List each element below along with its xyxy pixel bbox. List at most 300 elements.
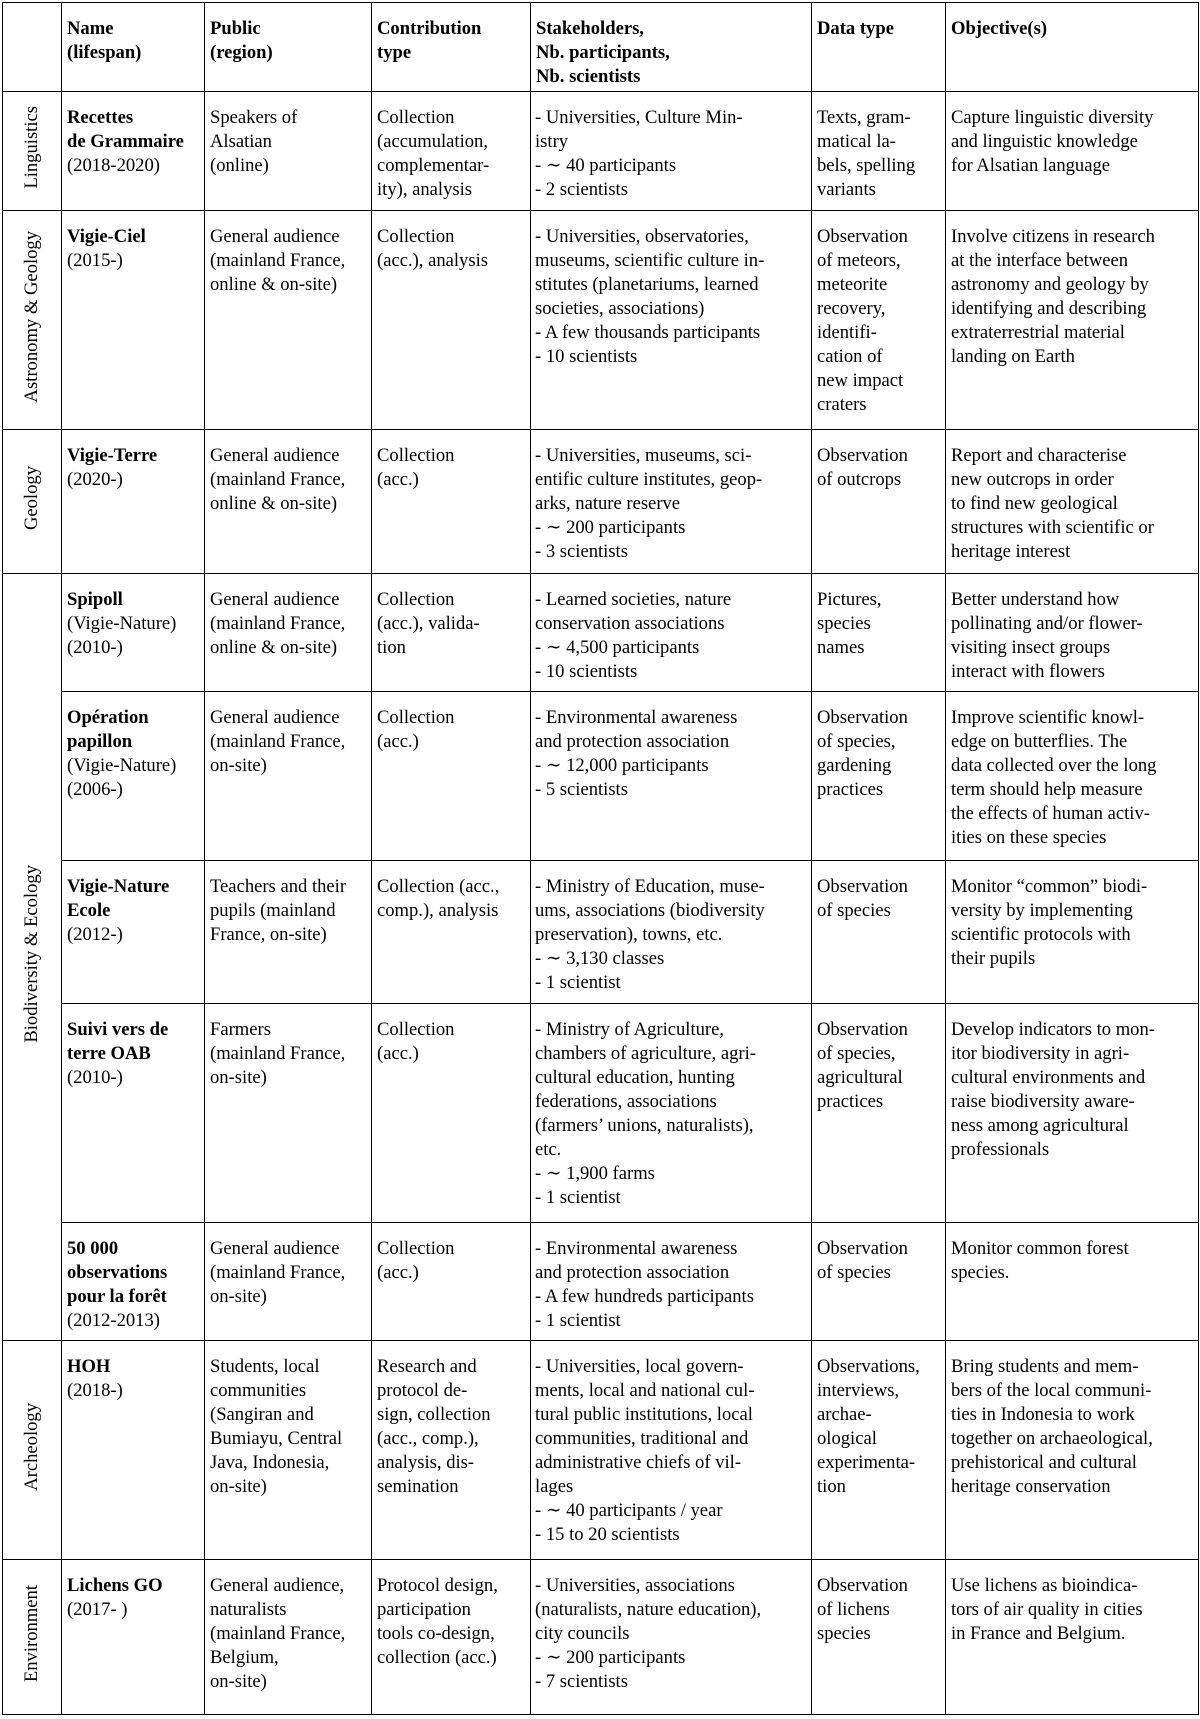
cell-line: - ∼ 40 participants / year xyxy=(535,1500,723,1522)
cell-line: heritage conservation xyxy=(951,1476,1111,1498)
cell-line: identifi- xyxy=(817,322,877,344)
project-name-cell xyxy=(62,860,205,1003)
lifespan: (2018-2020) xyxy=(67,155,160,176)
cell-line: (acc., comp.), xyxy=(377,1428,479,1450)
cell-line: - ∼ 200 participants xyxy=(535,517,686,539)
stakeholders-cell xyxy=(531,1222,812,1340)
table-row xyxy=(3,1003,1199,1222)
contribution-cell xyxy=(372,430,531,573)
cell-line: (acc.) xyxy=(377,1261,419,1283)
cell-line: variants xyxy=(817,179,876,200)
cell-line: (region) xyxy=(210,42,273,63)
cell-line: - Universities, Culture Min- xyxy=(535,107,743,128)
cell-line: - Ministry of Education, muse- xyxy=(535,875,765,897)
cell-line: bers of the local communi- xyxy=(951,1380,1152,1402)
lifespan: (Vigie-Nature) (2010-) xyxy=(67,612,177,658)
cell-line: of species xyxy=(817,1261,891,1283)
objective-cell xyxy=(946,573,1199,691)
cell-line: of species, xyxy=(817,730,896,752)
data-type-cell xyxy=(812,430,946,573)
data-type-cell xyxy=(812,1222,946,1340)
cell-line: astronomy and geology by xyxy=(951,274,1149,296)
project-name-cell xyxy=(62,691,205,860)
project-name-cell xyxy=(62,1341,205,1560)
cell-line: pour la forêt xyxy=(67,1285,167,1307)
domain-label: Biodiversity & Ecology xyxy=(21,864,42,1043)
contribution-cell xyxy=(372,211,531,430)
cell-line: Suivi vers de xyxy=(67,1018,169,1040)
cell-line: on-site) xyxy=(210,754,267,776)
cell-line: conservation associations xyxy=(535,612,725,634)
cell-line: and protection association xyxy=(535,730,730,752)
cell-line: Use lichens as bioindica- xyxy=(951,1574,1138,1596)
cell-line: museums, scientific culture in- xyxy=(535,250,765,272)
stakeholders-cell xyxy=(531,1341,812,1560)
public-cell xyxy=(205,860,372,1003)
cell-line: - Environmental awareness xyxy=(535,706,738,728)
contribution-cell xyxy=(372,1559,531,1714)
public-cell xyxy=(205,430,372,573)
contribution-cell xyxy=(372,691,531,860)
cell-line: to find new geological xyxy=(951,493,1118,515)
cell-line: (mainland France, xyxy=(210,250,346,272)
cell-line: (mainland France, xyxy=(210,1042,346,1064)
objective-cell xyxy=(946,1341,1199,1560)
cell-line: of lichens xyxy=(817,1598,890,1620)
public-cell xyxy=(205,573,372,691)
table-row xyxy=(3,211,1199,430)
header-public xyxy=(205,3,372,92)
cell-line: tion xyxy=(817,1476,846,1498)
cell-line: Observation xyxy=(817,445,908,467)
domain-label: Environment xyxy=(21,1584,42,1682)
cell-line: Observation xyxy=(817,706,908,728)
domain-cell xyxy=(3,430,62,573)
cell-line: professionals xyxy=(951,1138,1050,1160)
project-name-cell xyxy=(62,573,205,691)
lifespan: (2010-) xyxy=(67,1066,123,1088)
cell-line: communities xyxy=(210,1380,307,1402)
cell-line: (acc.), valida- xyxy=(377,612,480,634)
cell-line: on-site) xyxy=(210,1285,267,1307)
cell-line: the effects of human activ- xyxy=(951,802,1150,824)
cell-line: itor biodiversity in agri- xyxy=(951,1042,1130,1064)
cell-line: Observations, xyxy=(817,1356,920,1378)
cell-line: heritage interest xyxy=(951,541,1071,563)
cell-line: gardening xyxy=(817,754,892,776)
cell-line: General audience xyxy=(210,588,340,610)
cell-line: chambers of agriculture, agri- xyxy=(535,1042,756,1064)
public-cell xyxy=(205,1341,372,1560)
cell-line: - A few thousands participants xyxy=(535,322,761,344)
objective-cell xyxy=(946,92,1199,211)
cell-line: Report and characterise xyxy=(951,445,1127,467)
cell-line: Protocol design, xyxy=(377,1574,498,1596)
stakeholders-cell xyxy=(531,691,812,860)
cell-line: Collection xyxy=(377,706,455,728)
cell-line: of species xyxy=(817,899,891,921)
cell-line: on-site) xyxy=(210,1670,267,1692)
cell-line: Vigie-Ciel xyxy=(67,226,146,248)
cell-line: - ∼ 1,900 farms xyxy=(535,1162,655,1184)
cell-line: complementar- xyxy=(377,155,490,176)
cell-line: ity), analysis xyxy=(377,179,473,200)
data-type-cell xyxy=(812,92,946,211)
cell-line: - Universities, museums, sci- xyxy=(535,445,752,467)
objective-cell xyxy=(946,691,1199,860)
cell-line: Capture linguistic diversity xyxy=(951,107,1154,128)
cell-line: Opération xyxy=(67,706,149,728)
cell-line: entific culture institutes, geop- xyxy=(535,469,763,491)
cell-line: pupils (mainland xyxy=(210,899,336,921)
cell-line: Farmers xyxy=(210,1018,271,1040)
stakeholders-cell xyxy=(531,1559,812,1714)
cell-line: sign, collection xyxy=(377,1404,491,1426)
cell-line: - 15 to 20 scientists xyxy=(535,1524,680,1546)
cell-line: term should help measure xyxy=(951,778,1143,800)
cell-line: (online) xyxy=(210,155,269,176)
cell-line: de Grammaire xyxy=(67,131,184,152)
cell-line: cultural environments and xyxy=(951,1066,1146,1088)
cell-line: ness among agricultural xyxy=(951,1114,1129,1136)
domain-label: Linguistics xyxy=(21,106,42,189)
domain-cell xyxy=(3,573,62,1340)
cell-line: new outcrops in order xyxy=(951,469,1114,491)
header-contribution xyxy=(372,3,531,92)
cell-line: of species, xyxy=(817,1042,896,1064)
cell-line: General audience xyxy=(210,445,340,467)
project-name-cell xyxy=(62,1222,205,1340)
cell-line: stitutes (planetariums, learned xyxy=(535,274,759,296)
contribution-cell xyxy=(372,1341,531,1560)
cell-line: at the interface between xyxy=(951,250,1129,272)
header-name xyxy=(62,3,205,92)
cell-line: versity by implementing xyxy=(951,899,1133,921)
header-domain xyxy=(3,3,62,92)
data-type-cell xyxy=(812,1559,946,1714)
cell-line: Teachers and their xyxy=(210,875,347,897)
cell-line: (acc.) xyxy=(377,469,419,491)
cell-line: identifying and describing xyxy=(951,298,1147,320)
cell-line: General audience xyxy=(210,226,340,248)
cell-line: Bumiayu, Central xyxy=(210,1428,343,1450)
cell-line: Collection xyxy=(377,1237,455,1259)
data-type-cell xyxy=(812,211,946,430)
stakeholders-cell xyxy=(531,860,812,1003)
cell-line: archae- xyxy=(817,1404,872,1426)
cell-line: etc. xyxy=(535,1138,562,1160)
table-row xyxy=(3,573,1199,691)
public-cell xyxy=(205,92,372,211)
contribution-cell xyxy=(372,860,531,1003)
project-name-cell xyxy=(62,211,205,430)
stakeholders-cell xyxy=(531,211,812,430)
cell-line: - Learned societies, nature xyxy=(535,588,732,610)
cell-line: Collection xyxy=(377,1018,455,1040)
cell-line: ities on these species xyxy=(951,826,1107,848)
table-row xyxy=(3,1222,1199,1340)
cell-line: interviews, xyxy=(817,1380,900,1402)
cell-line: Belgium, xyxy=(210,1646,279,1668)
cell-line: - 1 scientist xyxy=(535,1309,621,1331)
cell-line: of outcrops xyxy=(817,469,902,491)
cell-line: Observation xyxy=(817,1018,908,1040)
cell-line: species xyxy=(817,1622,871,1644)
domain-cell xyxy=(3,1341,62,1560)
cell-line: preservation), towns, etc. xyxy=(535,923,723,945)
cell-line: Lichens GO xyxy=(67,1574,163,1596)
cell-line: collection (acc.) xyxy=(377,1646,497,1668)
cell-line: Data type xyxy=(817,18,894,39)
cell-line: societies, associations) xyxy=(535,298,705,320)
table-row xyxy=(3,860,1199,1003)
cell-line: together on archaeological, xyxy=(951,1428,1153,1450)
cell-line: meteorite xyxy=(817,274,888,296)
cell-line: (mainland France, xyxy=(210,1622,346,1644)
cell-line: Texts, gram- xyxy=(817,107,911,128)
lifespan: (2018-) xyxy=(67,1380,123,1402)
project-name-cell xyxy=(62,1559,205,1714)
domain-cell xyxy=(3,92,62,211)
cell-line: Vigie-Terre xyxy=(67,445,158,467)
cell-line: raise biodiversity aware- xyxy=(951,1090,1135,1112)
cell-line: Observation xyxy=(817,1574,908,1596)
domain-label: Archeology xyxy=(21,1402,42,1491)
cell-line: Collection xyxy=(377,107,455,128)
project-name-cell xyxy=(62,430,205,573)
cell-line: Students, local xyxy=(210,1356,320,1378)
cell-line: Contribution xyxy=(377,18,482,39)
cell-line: - 10 scientists xyxy=(535,346,638,368)
contribution-cell xyxy=(372,1222,531,1340)
contribution-cell xyxy=(372,92,531,211)
cell-line: visiting insect groups xyxy=(951,636,1111,658)
lifespan: (2020-) xyxy=(67,469,123,491)
cell-line: Observation xyxy=(817,875,908,897)
cell-line: Spipoll xyxy=(67,588,123,610)
cell-line: Java, Indonesia, xyxy=(210,1452,330,1474)
cell-line: species xyxy=(817,612,871,634)
contribution-cell xyxy=(372,1003,531,1222)
cell-line: - ∼ 200 participants xyxy=(535,1646,686,1668)
cell-line: online & on-site) xyxy=(210,636,338,658)
cell-line: General audience xyxy=(210,706,340,728)
cell-line: Nb. scientists xyxy=(536,66,641,87)
cell-line: Observation xyxy=(817,1237,908,1259)
cell-line: tools co-design, xyxy=(377,1622,495,1644)
cell-line: tion xyxy=(377,636,406,658)
domain-label: Astronomy & Geology xyxy=(21,231,42,403)
header-stakeholders xyxy=(531,3,812,92)
cell-line: Observation xyxy=(817,226,908,248)
cell-line: and protection association xyxy=(535,1261,730,1283)
cell-line: craters xyxy=(817,394,867,416)
cell-line: HOH xyxy=(67,1356,111,1378)
cell-line: (mainland France, xyxy=(210,612,346,634)
cell-line: (accumulation, xyxy=(377,131,488,152)
cell-line: (mainland France, xyxy=(210,1261,346,1283)
cell-line: online & on-site) xyxy=(210,493,338,515)
cell-line: Nb. participants, xyxy=(536,42,670,63)
public-cell xyxy=(205,1559,372,1714)
objective-cell xyxy=(946,1222,1199,1340)
cell-line: on-site) xyxy=(210,1476,267,1498)
cell-line: 50 000 xyxy=(67,1237,119,1259)
cell-line: (acc.) xyxy=(377,1042,419,1064)
cell-line: comp.), analysis xyxy=(377,899,499,921)
cell-line: - ∼ 4,500 participants xyxy=(535,636,700,658)
cell-line: participation xyxy=(377,1598,471,1620)
cell-line: Improve scientific knowl- xyxy=(951,706,1145,728)
cell-line: papillon xyxy=(67,730,133,752)
cell-line: Bring students and mem- xyxy=(951,1356,1139,1378)
cell-line: recovery, xyxy=(817,298,886,320)
data-type-cell xyxy=(812,691,946,860)
cell-line: cultural education, hunting xyxy=(535,1066,735,1088)
cell-line: for Alsatian language xyxy=(951,155,1111,176)
cell-line: ums, associations (biodiversity xyxy=(535,899,765,921)
cell-line: data collected over the long xyxy=(951,754,1157,776)
cell-line: administrative chiefs of vil- xyxy=(535,1452,742,1474)
objective-cell xyxy=(946,1003,1199,1222)
cell-line: - ∼ 12,000 participants xyxy=(535,754,709,776)
cell-line: terre OAB xyxy=(67,1042,151,1064)
cell-line: Involve citizens in research xyxy=(951,226,1155,248)
table-row xyxy=(3,430,1199,573)
stakeholders-cell xyxy=(531,92,812,211)
table-row xyxy=(3,691,1199,860)
cell-line: (mainland France, xyxy=(210,469,346,491)
cell-line: practices xyxy=(817,1090,884,1112)
lifespan: (2012-) xyxy=(67,923,123,945)
cell-line: matical la- xyxy=(817,131,896,152)
cell-line: online & on-site) xyxy=(210,274,338,296)
table-row xyxy=(3,1341,1199,1560)
cell-line: ological xyxy=(817,1428,877,1450)
cell-line: Vigie-Nature xyxy=(67,875,170,897)
cell-line: ties in Indonesia to work xyxy=(951,1404,1135,1426)
public-cell xyxy=(205,211,372,430)
cell-line: (acc.) xyxy=(377,730,419,752)
data-type-cell xyxy=(812,1341,946,1560)
projects-table xyxy=(2,2,1199,1715)
lifespan: (2012-2013) xyxy=(67,1309,160,1331)
cell-line: General audience xyxy=(210,1237,340,1259)
cell-line: Monitor common forest xyxy=(951,1237,1129,1259)
stakeholders-cell xyxy=(531,573,812,691)
cell-line: ments, local and national cul- xyxy=(535,1380,755,1402)
cell-line: Objective(s) xyxy=(951,18,1048,39)
cell-line: Monitor “common” biodi- xyxy=(951,875,1148,897)
cell-line: experimenta- xyxy=(817,1452,916,1474)
cell-line: Collection xyxy=(377,588,455,610)
stakeholders-cell xyxy=(531,430,812,573)
cell-line: bels, spelling xyxy=(817,155,916,176)
cell-line: new impact xyxy=(817,370,904,392)
cell-line: Name xyxy=(67,18,114,39)
cell-line: landing on Earth xyxy=(951,346,1075,368)
cell-line: analysis, dis- xyxy=(377,1452,475,1474)
domain-label: Geology xyxy=(21,465,42,530)
cell-line: - A few hundreds participants xyxy=(535,1285,754,1307)
objective-cell xyxy=(946,1559,1199,1714)
cell-line: Pictures, xyxy=(817,588,882,610)
cell-line: structures with scientific or xyxy=(951,517,1154,539)
data-type-cell xyxy=(812,860,946,1003)
cell-line: - Universities, associations xyxy=(535,1574,735,1596)
cell-line: Research and xyxy=(377,1356,477,1378)
cell-line: extraterrestrial material xyxy=(951,322,1125,344)
cell-line: Alsatian xyxy=(210,131,272,152)
cell-line: (farmers’ unions, naturalists), xyxy=(535,1114,754,1136)
cell-line: federations, associations xyxy=(535,1090,717,1112)
project-name-cell xyxy=(62,92,205,211)
cell-line: Public xyxy=(210,18,261,39)
cell-line: (acc.), analysis xyxy=(377,250,488,272)
lifespan: (2015-) xyxy=(67,250,123,272)
objective-cell xyxy=(946,860,1199,1003)
cell-line: city councils xyxy=(535,1622,630,1644)
cell-line: naturalists xyxy=(210,1598,287,1620)
public-cell xyxy=(205,1003,372,1222)
header-data-type xyxy=(812,3,946,92)
lifespan: (Vigie-Nature) (2006-) xyxy=(67,754,177,800)
table-row xyxy=(3,92,1199,211)
cell-line: Recettes xyxy=(67,107,134,128)
cell-line: Collection xyxy=(377,445,455,467)
cell-line: Speakers of xyxy=(210,107,298,128)
cell-line: Develop indicators to mon- xyxy=(951,1018,1155,1040)
cell-line: - 10 scientists xyxy=(535,660,638,682)
cell-line: tural public institutions, local xyxy=(535,1404,753,1426)
cell-line: - 1 scientist xyxy=(535,1186,621,1208)
data-type-cell xyxy=(812,1003,946,1222)
data-type-cell xyxy=(812,573,946,691)
cell-line: (mainland France, xyxy=(210,730,346,752)
cell-line: in France and Belgium. xyxy=(951,1622,1126,1644)
cell-line: scientific protocols with xyxy=(951,923,1131,945)
cell-line: edge on butterflies. The xyxy=(951,730,1128,752)
cell-line: pollinating and/or flower- xyxy=(951,612,1143,634)
project-name-cell xyxy=(62,1003,205,1222)
cell-line: (Sangiran and xyxy=(210,1404,314,1426)
cell-line: interact with flowers xyxy=(951,660,1105,682)
cell-line: of meteors, xyxy=(817,250,901,272)
cell-line: - Universities, local govern- xyxy=(535,1356,744,1378)
cell-line: lages xyxy=(535,1476,574,1498)
cell-line: practices xyxy=(817,778,884,800)
cell-line: observations xyxy=(67,1261,168,1283)
cell-line: names xyxy=(817,636,865,658)
public-cell xyxy=(205,691,372,860)
cell-line: prehistorical and cultural xyxy=(951,1452,1137,1474)
domain-cell xyxy=(3,1559,62,1714)
cell-line: protocol de- xyxy=(377,1380,468,1402)
cell-line: Better understand how xyxy=(951,588,1120,610)
cell-line: communities, traditional and xyxy=(535,1428,749,1450)
cell-line: on-site) xyxy=(210,1066,267,1088)
cell-line: Collection (acc., xyxy=(377,875,500,897)
cell-line: semination xyxy=(377,1476,459,1498)
cell-line: - ∼ 40 participants xyxy=(535,155,677,176)
cell-line: tors of air quality in cities xyxy=(951,1598,1143,1620)
cell-line: - Ministry of Agriculture, xyxy=(535,1018,725,1040)
cell-line: - 3 scientists xyxy=(535,541,628,563)
cell-line: - 7 scientists xyxy=(535,1670,628,1692)
cell-line: species. xyxy=(951,1261,1010,1283)
cell-line: General audience, xyxy=(210,1574,345,1596)
public-cell xyxy=(205,1222,372,1340)
